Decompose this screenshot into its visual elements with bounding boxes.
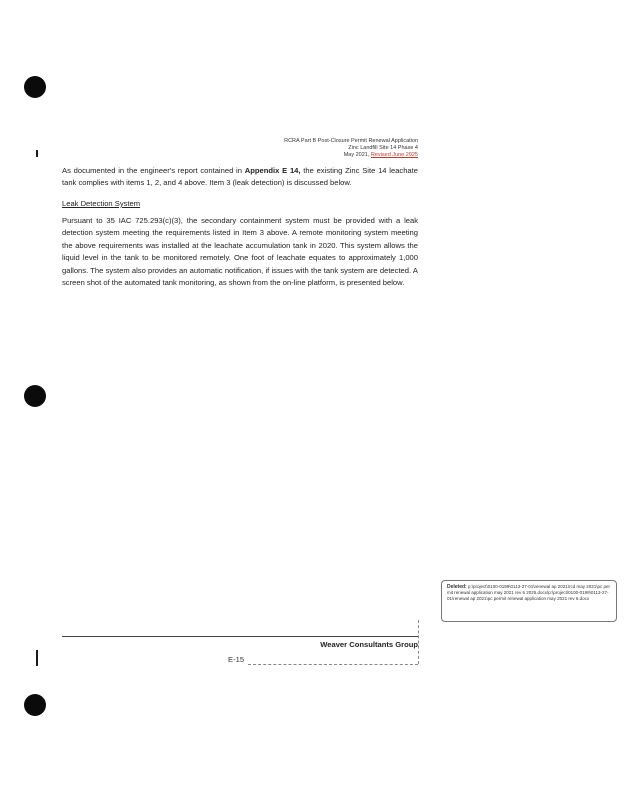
header-revision: Revised June 2025 [370,152,418,158]
header-date: May 2021, [343,152,370,158]
paragraph-appendix-text-2: the existing Zinc Site 14 leachate tank complies with items 1, 2, and 4 above. Item 3 (leak detection) is discussed below. [62,166,418,188]
comment-connector-vertical [418,620,419,664]
header-line-3 [344,152,418,159]
binder-hole-bottom [24,694,46,716]
page-number: E-15 [228,655,245,664]
comment-label: Deleted: [447,584,467,590]
footer-divider [62,636,418,637]
comment-connector-horizontal [248,664,418,665]
header-line-2: Zinc Landfill Site 14 Phase 4 [348,145,418,151]
paragraph-appendix [62,165,418,190]
section-heading: Leak Detection System [62,199,141,208]
change-bar-bottom [36,650,38,666]
footer-company: Weaver Consultants Group [320,640,418,649]
binder-hole-top [24,76,46,98]
paragraph-appendix-text-1: As documented in the engineer's report contained in [62,166,245,175]
deleted-comment-balloon[interactable] [441,580,617,622]
paragraph-leak-detection: Pursuant to 35 IAC 725.293(c)(3), the secondary containment system must be provided with a leak detection system meeting the requirements listed in Item 3 above. A remote monitoring system meeting the above requirements was installed at the leachate accumulation tank in 2020. This system allows the liquid level in the tank to be monitored remotely. One foot of leachate equates to approximately 1,000 gallons. The system also provides an automatic notification, if issues with the tank system are detected. A screen shot of the automated tank monitoring, as shown from the on-line platform, is presented below. [62,216,418,288]
change-bar-top [36,150,38,157]
appendix-reference: Appendix E 14, [244,166,301,175]
header-line-1: RCRA Part B Post-Closure Permit Renewal Application [284,138,418,144]
binder-hole-middle [24,385,46,407]
comment-text: p:\project\0100-0199\0113-27-01\renewal ap 2021\rcd may 2021\pc permit renewal application may 2021 rev 6 2025.docx\p:\project\0100-0199\0113-27-01\renewal ap 2021\pc permit renewal application may 2021 rev 6.docx [447,584,611,601]
